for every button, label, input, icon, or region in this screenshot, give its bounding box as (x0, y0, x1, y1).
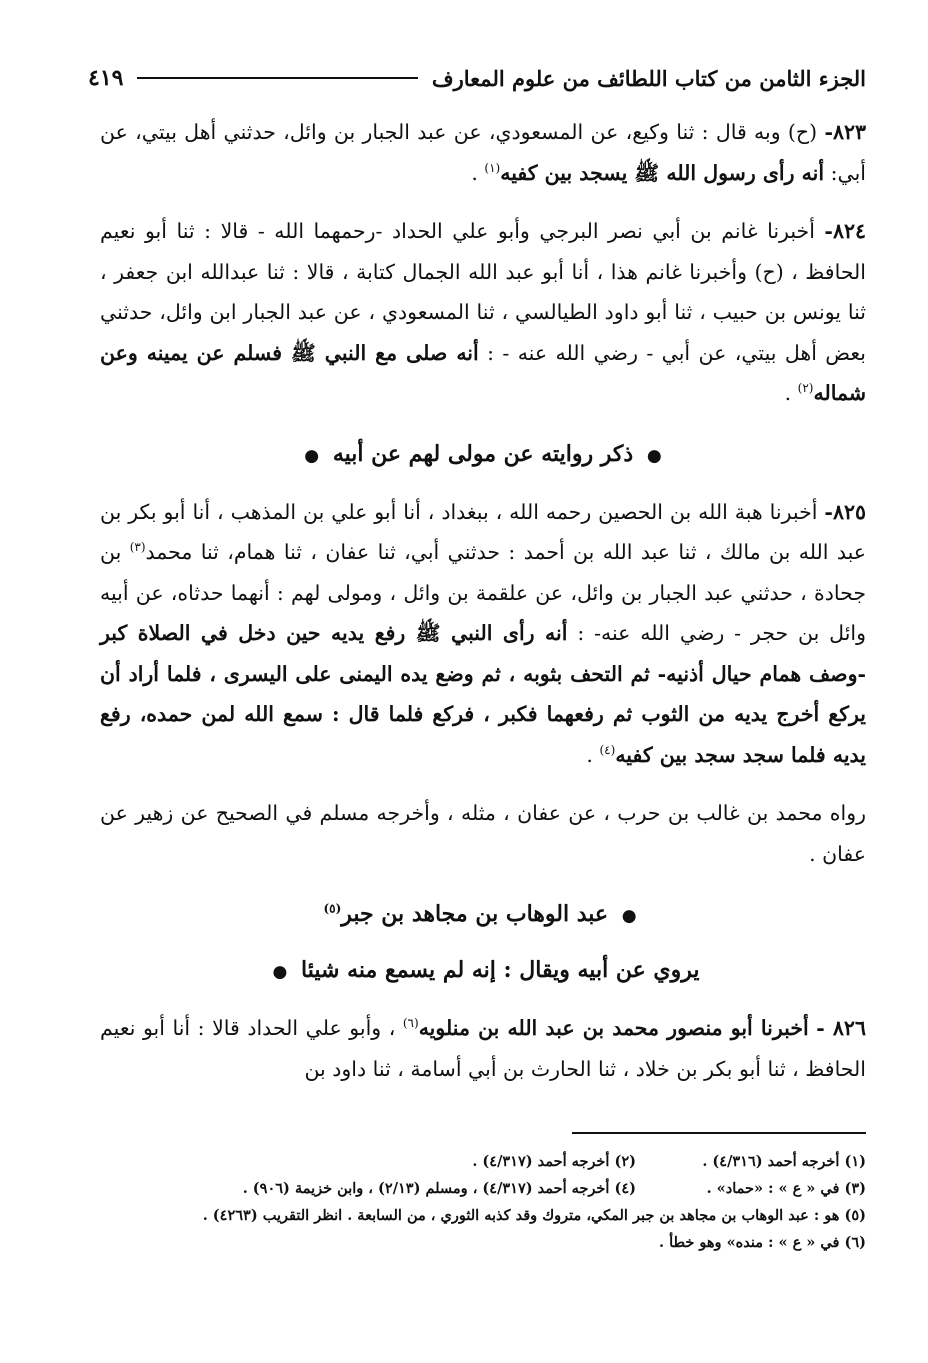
isnad-text: أخبرنا أبو منصور محمد بن عبد الله بن منلويه (418, 1016, 809, 1040)
bullet-icon: ● (621, 906, 637, 926)
footnote-row (100, 1202, 866, 1229)
isnad-text: (ح) وبه قال : ثنا وكيع، عن المسعودي، عن عبد الجبار بن وائل، حدثني أهل بيتي، عن أبي: (100, 120, 866, 185)
footnote-ref: (٦) (402, 1016, 419, 1031)
paragraph-825 (100, 492, 866, 776)
isnad-text: أخبرنا غانم بن أبي نصر البرجي وأبو علي الحداد -رحمهما الله - قالا : ثنا أبو نعيم الحافظ ، (ح) وأخبرنا غانم هذا ، أنا أبو عبد الله الجمال كتابة ، قالا : ثنا عبدالله ابن جعفر ، ثنا يونس بن حبيب ، ثنا أبو داود الطيالسي ، ثنا المسعودي ، عن عبد الجبار ابن وائل، حدثني بعض أهل بيتي، عن أبي - رضي الله عنه - : (100, 219, 866, 365)
section-heading-2 (100, 896, 866, 934)
footnote-row (100, 1229, 866, 1256)
heading-text: عبد الوهاب بن مجاهد بن جبر (341, 901, 609, 927)
end-mark: . (586, 742, 593, 767)
heading-text: ذكر روايته عن مولى لهم عن أبيه (332, 440, 634, 467)
section-heading-1 (100, 436, 866, 474)
footnote-ref: (٣) (129, 540, 146, 555)
page-header (88, 60, 866, 96)
hadith-number: ٨٢٦ - (816, 1016, 866, 1040)
paragraph-824 (100, 211, 866, 414)
paragraph-825-note: رواه محمد بن غالب بن حرب ، عن عفان ، مثله ، وأخرجه مسلم في الصحيح عن زهير عن عفان . (100, 801, 866, 866)
footnote-row (100, 1148, 866, 1175)
footnotes (100, 1148, 866, 1256)
footnote-6: (٦) في « ع » : منده» وهو خطأ . (659, 1234, 866, 1251)
footnote-1: (١) أخرجه أحمد (٤/٣١٦) . (702, 1153, 866, 1170)
footnote-row (100, 1175, 866, 1202)
matn-text: أنه صلى مع النبي ﷺ فسلم عن يمينه وعن شماله (100, 340, 866, 405)
footnote-ref: (٢) (797, 381, 814, 396)
running-title: الجزء الثامن من كتاب اللطائف من علوم المعارف (431, 65, 866, 91)
footnote-5: (٥) هو : عبد الوهاب بن مجاهد بن جبر المكي، متروك وقد كذبه الثوري ، من السابعة . انظر التقريب (٤٢٦٣) . (202, 1207, 866, 1224)
heading-text: يروي عن أبيه ويقال : إنه لم يسمع منه شيئا (301, 957, 700, 983)
isnad-text-cont: ، وأبو علي الحداد قالا : أنا أبو نعيم الحافظ ، ثنا أبو بكر بن خلاد ، ثنا الحارث بن أبي أسامة ، ثنا داود بن (100, 1016, 866, 1081)
footnote-ref: (١) (484, 160, 501, 175)
footnote-ref: (٥) (323, 901, 342, 916)
bullet-icon: ● (646, 445, 662, 466)
end-mark: . (784, 381, 792, 405)
bullet-icon: ● (272, 962, 288, 982)
hadith-number: ٨٢٣- (824, 120, 866, 144)
end-mark: . (471, 160, 478, 185)
footnote-rule (572, 1132, 866, 1134)
footnote-3: (٣) في « ع » : «حماد» . (706, 1180, 866, 1197)
main-text (100, 112, 866, 1089)
footnote-2: (٢) أخرجه أحمد (٤/٣١٧) . (472, 1153, 636, 1170)
hadith-number: ٨٢٥- (824, 499, 866, 524)
matn-text: أنه رأى النبي ﷺ رفع يديه حين دخل في الصلاة كبر -وصف همام حيال أذنيه- ثم التحف بثوبه ، ثم وضع يده اليمنى على اليسرى ، فلما أراد أن يركع أخرج يديه من الثوب ثم رفعهما فكبر ، فركع فلما قال : سمع الله لمن حمده، رفع يديه فلما سجد سجد بين كفيه (100, 621, 866, 767)
section-heading-3 (100, 952, 866, 990)
bullet-icon: ● (304, 445, 320, 466)
footnote-ref: (٤) (599, 742, 616, 757)
page-number: ٤١٩ (88, 65, 124, 91)
isnad-text-cont: بن جحادة ، حدثني عبد الجبار بن وائل، عن علقمة بن وائل ، ومولى لهم : أنهما حدثاه، عن أبيه وائل بن حجر - رضي الله عنه- : (100, 540, 866, 645)
isnad-text: أخبرنا هبة الله بن الحصين رحمه الله ، ببغداد ، أنا أبو علي بن المذهب ، أنا أبو بكر بن عبد الله بن مالك ، ثنا عبد الله بن أحمد : حدثني أبي، ثنا عفان ، ثنا همام، ثنا محمد (100, 499, 866, 564)
paragraph-823 (100, 112, 866, 193)
footnote-4: (٤) أخرجه أحمد (٤/٣١٧) ، ومسلم (٢/١٣) ، وابن خزيمة (٩٠٦) . (242, 1180, 636, 1197)
hadith-number: ٨٢٤- (824, 219, 866, 243)
matn-text: أنه رأى رسول الله ﷺ يسجد بين كفيه (500, 160, 825, 185)
header-rule (137, 77, 417, 79)
paragraph-826 (100, 1008, 866, 1089)
